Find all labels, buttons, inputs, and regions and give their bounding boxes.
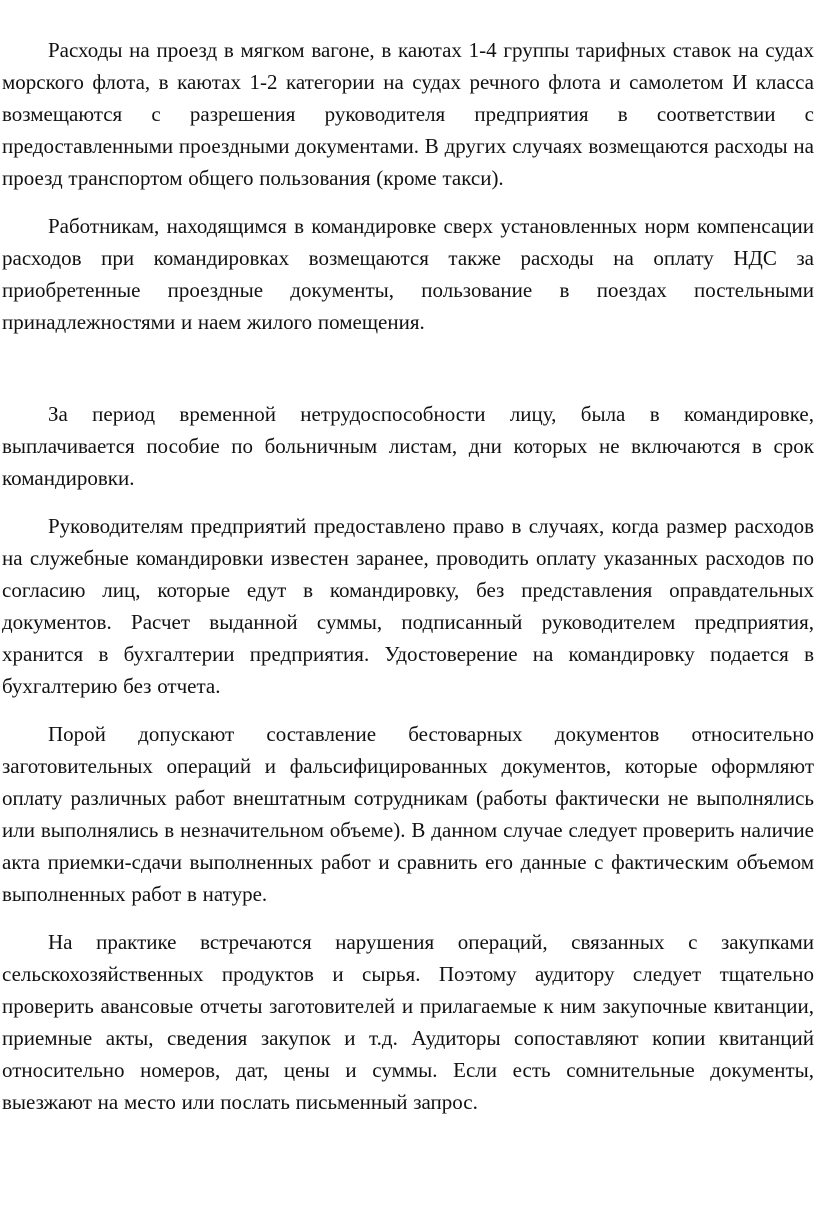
paragraph-manager-rights: Руководителям предприятий предоставлено право в случаях, когда размер расходов на служебные командировки известен заранее, проводить оплату указанных расходов по согласию лиц, которые едут в командировку, без представления оправдательных документов. Расчет выданной суммы, подписанный руководителем предприятия, хранится в бухгалтерии предприятия. Удостоверение на командировку подается в бухгалтерию без отчета. <box>2 514 814 698</box>
paragraph-falsified-documents: Порой допускают составление бестоварных документов относительно заготовительных операций и фальсифицированных документов, которые оформляют оплату различных работ внештатным сотрудникам (работы фактически не выполнялись или выполнялись в незначительном объеме). В данном случае следует проверить наличие акта приемки-сдачи выполненных работ и сравнить его данные с фактическим объемом выполненных работ в натуре. <box>2 722 814 906</box>
paragraph-travel-expenses: Расходы на проезд в мягком вагоне, в каютах 1-4 группы тарифных ставок на судах морского флота, в каютах 1-2 категории на судах речного флота и самолетом И класса возмещаются с разрешения руководителя предприятия в соответствии с предоставленными проездными документами. В других случаях возмещаются расходы на проезд транспортом общего пользования (кроме такси). <box>2 38 814 190</box>
paragraph-sick-leave: За период временной нетрудоспособности лицу, была в командировке, выплачивается пособие по больничным листам, дни которых не включаются в срок командировки. <box>2 402 814 490</box>
paragraph-compensation-vat: Работникам, находящимся в командировке сверх установленных норм компенсации расходов при командировках возмещаются также расходы на оплату НДС за приобретенные проездные документы, пользование в поездах постельными принадлежностями и наем жилого помещения. <box>2 214 814 334</box>
paragraph-purchase-violations: На практике встречаются нарушения операций, связанных с закупками сельскохозяйственных продуктов и сырья. Поэтому аудитору следует тщательно проверить авансовые отчеты заготовителей и прилагаемые к ним закупочные квитанции, приемные акты, сведения закупок и т.д. Аудиторы сопоставляют копии квитанций относительно номеров, дат, цены и суммы. Если есть сомнительные документы, выезжают на место или послать письменный запрос. <box>2 930 814 1114</box>
